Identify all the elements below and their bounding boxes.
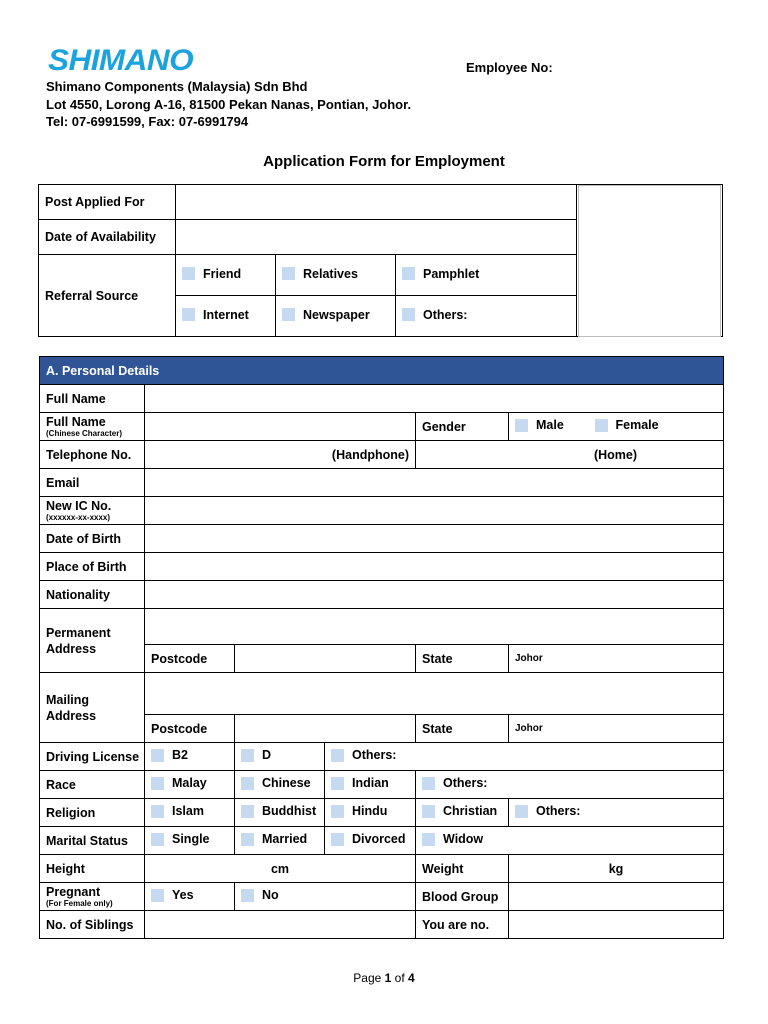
- company-address: Lot 4550, Lorong A-16, 81500 Pekan Nanas, Pontian, Johor.: [46, 96, 412, 112]
- pob-field[interactable]: [145, 553, 724, 581]
- religion-label: Religion: [40, 799, 145, 827]
- pregnant-option-yes[interactable]: Yes: [145, 883, 235, 911]
- race-option-chinese[interactable]: Chinese: [235, 771, 325, 799]
- checkbox-icon[interactable]: [422, 833, 435, 846]
- referral-option-pamphlet[interactable]: Pamphlet: [396, 255, 577, 296]
- personal-details-table: [39, 356, 724, 939]
- full-name-field[interactable]: [145, 385, 724, 413]
- marital-option-widow[interactable]: Widow: [416, 827, 724, 855]
- you-are-no-label: You are no.: [416, 911, 509, 939]
- religion-option-buddhist[interactable]: Buddhist: [235, 799, 325, 827]
- permanent-postcode-field[interactable]: [235, 645, 416, 673]
- checkbox-icon[interactable]: [241, 833, 254, 846]
- company-info: [46, 78, 411, 131]
- driving-license-label: Driving License: [40, 743, 145, 771]
- siblings-field[interactable]: [145, 911, 416, 939]
- checkbox-icon[interactable]: [282, 267, 295, 280]
- blood-group-label: Blood Group: [416, 883, 509, 911]
- weight-field[interactable]: kg: [509, 855, 724, 883]
- religion-option-others[interactable]: Others:: [509, 799, 724, 827]
- marital-option-divorced[interactable]: Divorced: [325, 827, 416, 855]
- form-title: Application Form for Employment: [263, 153, 505, 170]
- checkbox-icon[interactable]: [402, 308, 415, 321]
- religion-option-christian[interactable]: Christian: [416, 799, 509, 827]
- marital-option-married[interactable]: Married: [235, 827, 325, 855]
- availability-label: Date of Availability: [39, 220, 176, 255]
- referral-option-relatives[interactable]: Relatives: [276, 255, 396, 296]
- permanent-address-field[interactable]: [145, 609, 724, 645]
- checkbox-icon[interactable]: [595, 419, 608, 432]
- mailing-address-field[interactable]: [145, 673, 724, 715]
- race-label: Race: [40, 771, 145, 799]
- weight-label: Weight: [416, 855, 509, 883]
- gender-option-female[interactable]: Female: [589, 413, 724, 441]
- full-name-label: Full Name: [40, 385, 145, 413]
- company-contact: Tel: 07-6991599, Fax: 07-6991794: [46, 114, 249, 129]
- full-name-cn-field[interactable]: [145, 413, 416, 441]
- referral-option-friend[interactable]: Friend: [176, 255, 276, 296]
- nationality-field[interactable]: [145, 581, 724, 609]
- mailing-state-field[interactable]: Johor: [509, 715, 724, 743]
- employee-no-label: Employee No:: [466, 60, 553, 75]
- checkbox-icon[interactable]: [331, 805, 344, 818]
- telephone-label: Telephone No.: [40, 441, 145, 469]
- religion-option-islam[interactable]: Islam: [145, 799, 235, 827]
- photo-box: [578, 185, 721, 337]
- permanent-state-field[interactable]: Johor: [509, 645, 724, 673]
- referral-option-others[interactable]: Others:: [396, 296, 577, 337]
- pregnant-option-no[interactable]: No: [235, 883, 416, 911]
- marital-option-single[interactable]: Single: [145, 827, 235, 855]
- gender-label: Gender: [416, 413, 509, 441]
- height-label: Height: [40, 855, 145, 883]
- checkbox-icon[interactable]: [422, 777, 435, 790]
- referral-option-internet[interactable]: Internet: [176, 296, 276, 337]
- license-option-b2[interactable]: B2: [145, 743, 235, 771]
- you-are-no-field[interactable]: [509, 911, 724, 939]
- checkbox-icon[interactable]: [331, 749, 344, 762]
- race-option-indian[interactable]: Indian: [325, 771, 416, 799]
- post-applied-label: Post Applied For: [39, 185, 176, 220]
- checkbox-icon[interactable]: [282, 308, 295, 321]
- marital-status-label: Marital Status: [40, 827, 145, 855]
- pregnant-label: Pregnant (For Female only): [40, 883, 145, 911]
- checkbox-icon[interactable]: [151, 777, 164, 790]
- checkbox-icon[interactable]: [151, 749, 164, 762]
- checkbox-icon[interactable]: [515, 419, 528, 432]
- page-number: Page 1 of 4: [353, 971, 415, 985]
- checkbox-icon[interactable]: [182, 308, 195, 321]
- blood-group-field[interactable]: [509, 883, 724, 911]
- license-option-d[interactable]: D: [235, 743, 325, 771]
- shimano-logo: SHIMANO: [48, 44, 194, 77]
- checkbox-icon[interactable]: [151, 805, 164, 818]
- mailing-postcode-label: Postcode: [145, 715, 235, 743]
- license-option-others[interactable]: Others:: [325, 743, 724, 771]
- height-field[interactable]: cm: [145, 855, 416, 883]
- permanent-address-label: Permanent Address: [40, 609, 145, 673]
- mailing-postcode-field[interactable]: [235, 715, 416, 743]
- checkbox-icon[interactable]: [241, 805, 254, 818]
- checkbox-icon[interactable]: [151, 833, 164, 846]
- home-phone-field[interactable]: (Home): [416, 441, 724, 469]
- gender-option-male[interactable]: Male: [509, 413, 589, 441]
- race-option-others[interactable]: Others:: [416, 771, 724, 799]
- new-ic-field[interactable]: [145, 497, 724, 525]
- checkbox-icon[interactable]: [331, 833, 344, 846]
- siblings-label: No. of Siblings: [40, 911, 145, 939]
- checkbox-icon[interactable]: [515, 805, 528, 818]
- nationality-label: Nationality: [40, 581, 145, 609]
- referral-label: Referral Source: [39, 255, 176, 337]
- mailing-state-label: State: [416, 715, 509, 743]
- dob-field[interactable]: [145, 525, 724, 553]
- availability-field[interactable]: [176, 220, 577, 255]
- checkbox-icon[interactable]: [422, 805, 435, 818]
- checkbox-icon[interactable]: [331, 777, 344, 790]
- email-field[interactable]: [145, 469, 724, 497]
- checkbox-icon[interactable]: [241, 777, 254, 790]
- checkbox-icon[interactable]: [182, 267, 195, 280]
- pob-label: Place of Birth: [40, 553, 145, 581]
- checkbox-icon[interactable]: [241, 749, 254, 762]
- email-label: Email: [40, 469, 145, 497]
- new-ic-label: New IC No. (xxxxxx-xx-xxxx): [40, 497, 145, 525]
- religion-option-hindu[interactable]: Hindu: [325, 799, 416, 827]
- mailing-address-label: Mailing Address: [40, 673, 145, 743]
- checkbox-icon[interactable]: [402, 267, 415, 280]
- company-name: Shimano Components (Malaysia) Sdn Bhd: [46, 79, 308, 94]
- permanent-state-label: State: [416, 645, 509, 673]
- full-name-cn-label: Full Name (Chinese Character): [40, 413, 145, 441]
- section-header-personal: A. Personal Details: [40, 357, 724, 385]
- permanent-postcode-label: Postcode: [145, 645, 235, 673]
- handphone-field[interactable]: (Handphone): [145, 441, 416, 469]
- race-option-malay[interactable]: Malay: [145, 771, 235, 799]
- referral-option-newspaper[interactable]: Newspaper: [276, 296, 396, 337]
- post-applied-field[interactable]: [176, 185, 577, 220]
- checkbox-icon[interactable]: [151, 889, 164, 902]
- dob-label: Date of Birth: [40, 525, 145, 553]
- checkbox-icon[interactable]: [241, 889, 254, 902]
